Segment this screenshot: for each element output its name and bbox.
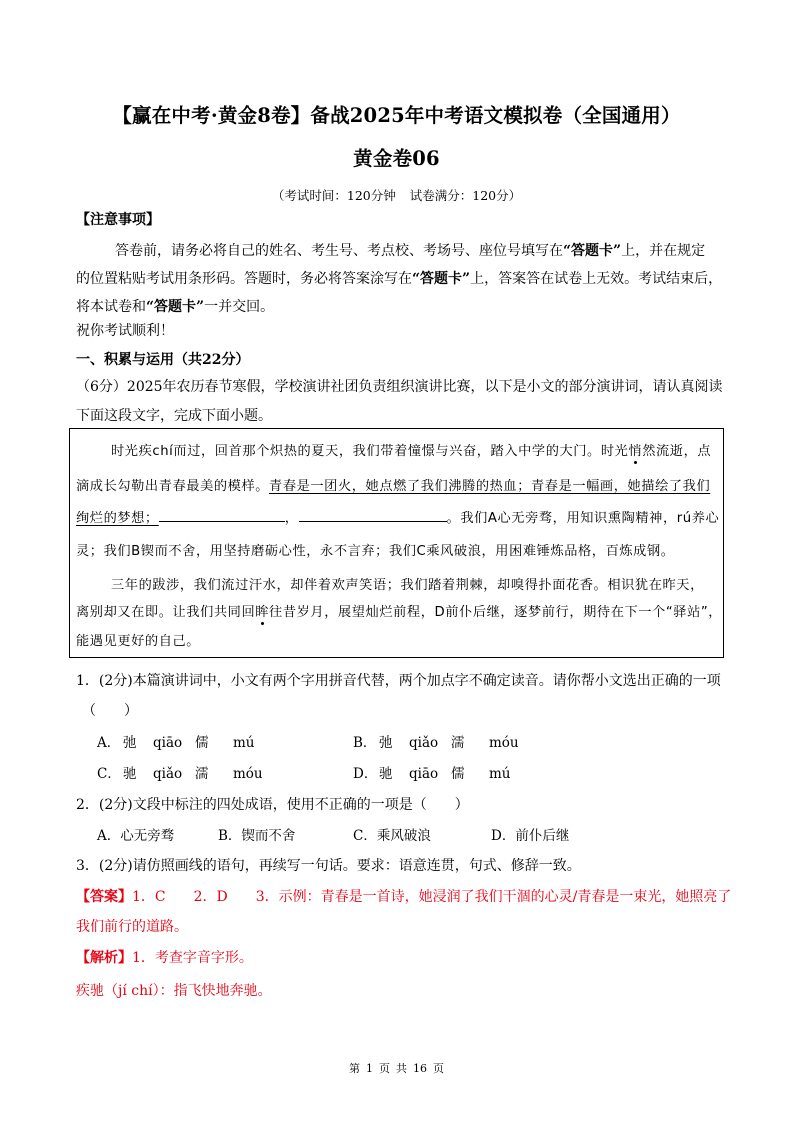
section-heading: 一、积累与运用（共22分） [76, 352, 250, 368]
notice-line-3: 将本试卷和“答题卡”一并交回。 [76, 299, 275, 315]
underlined-sentence: 青春是一团火，她点燃了我们沸腾的热血；青春是一幅画，她描绘了我们 [269, 479, 711, 494]
passage-line-6: 离别却又在即。让我们共同回眸往昔岁月，展望灿烂前程，D前仆后继，逐梦前行，期待在下一个“驿站”， [76, 605, 723, 620]
q1-option-c[interactable]: C． 驰 qiǎo 濡 móu [97, 766, 263, 782]
page-footer: 第 1 页 共 16 页 [349, 1062, 444, 1075]
q3-stem: 3．(2分)请仿照画线的语句，再续写一句话。要求：语意连贯，句式、修辞一致。 [76, 858, 581, 874]
notice-line-1: 答卷前，请务必将自己的姓名、考生号、考点校、考场号、座位号填写在“答题卡”上，并在规定 [115, 243, 706, 259]
q1-option-a[interactable]: A． 弛 qiāo 儒 mú [97, 735, 255, 751]
page-number: 1 [366, 1062, 373, 1075]
q2-stem: 2．(2分)文段中标注的四处成语，使用不正确的一项是（ ） [76, 797, 469, 813]
passage-line-5: 三年的跋涉，我们流过汗水，却伴着欢声笑语；我们踏着荆棘，却嗅得扑面花香。相识犹在昨天， [111, 578, 704, 593]
page-total: 16 [413, 1062, 427, 1075]
q2-option-b[interactable]: B．锲而不舍 [218, 828, 296, 844]
q2-option-a[interactable]: A．心无旁骛 [97, 828, 175, 844]
exam-time: （考试时间：120分钟 [271, 188, 396, 203]
passage-line-3: 绚烂的梦想； ， 。我们A心无旁骛，用知识熏陶精神，rú养心 [76, 507, 719, 526]
answer-line-1: 【答案】1．C 2．D 3．示例：青春是一首诗，她浸润了我们干涸的心灵/青春是一束光，她照亮了 [76, 889, 732, 905]
fill-blank-2[interactable] [299, 507, 447, 522]
passage-line-2: 滴成长勾勒出青春最美的模样。青春是一团火，她点燃了我们沸腾的热血；青春是一幅画，她描绘了我们 [76, 479, 711, 494]
exam-meta [0, 186, 793, 204]
passage-line-4: 灵；我们B锲而不舍，用坚持磨砺心性，永不言弃；我们C乘风破浪，用困难锤炼品格，百炼成钢。 [76, 544, 675, 559]
explanation-line-2: 疾驰（jí chí）：指飞快地奔驰。 [76, 983, 272, 999]
section-intro-2: 下面这段文字，完成下面小题。 [76, 408, 272, 424]
q2-option-c[interactable]: C．乘风破浪 [353, 828, 431, 844]
dotted-char: 眸 [255, 605, 270, 620]
fill-blank-1[interactable] [159, 507, 285, 522]
explanation-label: 【解析】 [76, 950, 132, 966]
passage-line-7: 能遇见更好的自己。 [76, 634, 201, 649]
explanation-line-1: 【解析】1．考查字音字形。 [76, 950, 253, 966]
notice-line-2: 的位置粘贴考试用条形码。答题时，务必将答案涂写在“答题卡”上，答案答在试卷上无效。考试结束后， [76, 271, 723, 287]
exam-title: 【赢在中考·黄金8卷】备战2025年中考语文模拟卷（全国通用） [112, 104, 681, 127]
exam-subtitle: 黄金卷06 [353, 147, 440, 170]
q1-answer-paren: （ ） [82, 703, 138, 719]
notice-heading: 【注意事项】 [76, 212, 160, 228]
answer-label: 【答案】 [76, 889, 132, 905]
section-intro-1: （6分）2025年农历春节寒假，学校演讲社团负责组织演讲比赛，以下是小文的部分演讲词，请认真阅读 [76, 379, 723, 395]
answer-line-2: 我们前行的道路。 [76, 919, 188, 935]
q1-option-b[interactable]: B． 弛 qiǎo 濡 móu [353, 735, 519, 751]
q2-option-d[interactable]: D．前仆后继 [491, 828, 570, 844]
passage-line-1: 时光疾chí而过，回首那个炽热的夏天，我们带着憧憬与兴奋，踏入中学的大门。时光悄然流逝，点 [111, 444, 712, 459]
notice-line-4: 祝你考试顺利！ [76, 323, 174, 339]
full-score: 试卷满分：120分） [409, 188, 522, 203]
q1-option-d[interactable]: D． 驰 qiāo 儒 mú [353, 766, 511, 782]
q1-stem: 1．(2分)本篇演讲词中，小文有两个字用拼音代替，两个加点字不确定读音。请你帮小文选出正确的一项 [76, 673, 721, 689]
dotted-char: 悄 [628, 444, 643, 459]
